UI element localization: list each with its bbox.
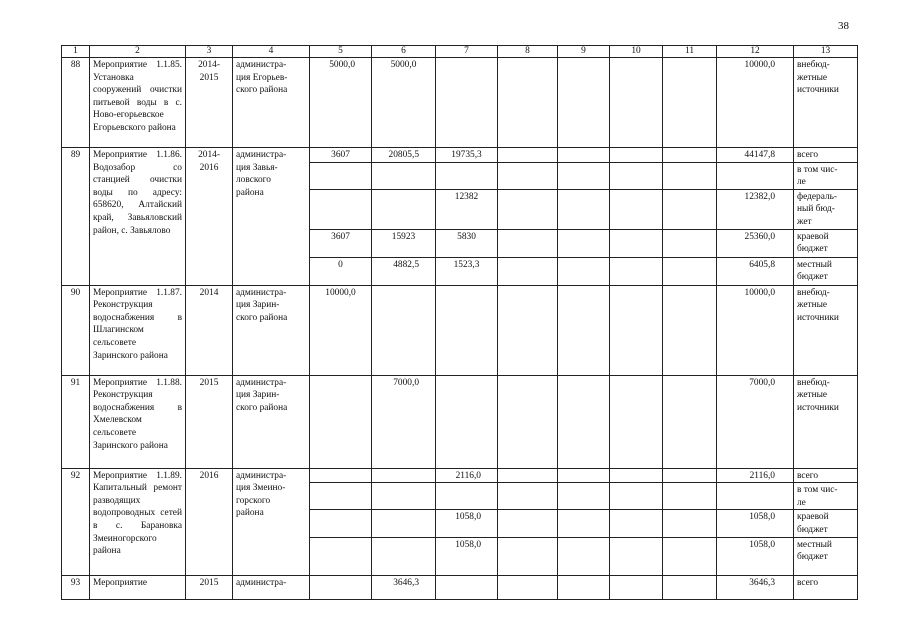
total: 1058,0 (717, 510, 794, 537)
row-number: 93 (62, 575, 90, 599)
table-row (62, 285, 858, 375)
funding-source: краевой бюджет (794, 510, 858, 537)
amount-col6: 5000,0 (372, 58, 436, 148)
col-header: 7 (436, 46, 498, 58)
table-row (62, 575, 858, 599)
amount-col6: 7000,0 (372, 375, 436, 468)
responsible-org: администра- ция Зарин- ского района (233, 375, 310, 468)
amount-col6: 20805,5 (372, 148, 436, 163)
amount-col7: 1058,0 (436, 510, 498, 537)
total: 12382,0 (717, 189, 794, 229)
funding-source: всего (794, 148, 858, 163)
col-header: 1 (62, 46, 90, 58)
col-header: 5 (310, 46, 372, 58)
period: 2016 (186, 468, 233, 575)
table-row (62, 58, 858, 148)
period: 2014 (186, 285, 233, 375)
table-row (62, 375, 858, 468)
funding-source: внебюд- жетные источники (794, 58, 858, 148)
amount-col5: 0 (310, 257, 372, 285)
measure-name: Мероприятие 1.1.86. Водозабор со станцией очистки воды по адресу: 658620, Алтайский край, Завьяловский район, с. Завьялово (90, 148, 186, 286)
funding-source: внебюд- жетные источники (794, 285, 858, 375)
funding-source: всего (794, 575, 858, 599)
row-number: 88 (62, 58, 90, 148)
col-header: 6 (372, 46, 436, 58)
funding-source: всего (794, 468, 858, 483)
header-row (62, 46, 858, 58)
amount-col7: 12382 (436, 189, 498, 229)
col-header: 10 (610, 46, 663, 58)
total: 10000,0 (717, 58, 794, 148)
total: 2116,0 (717, 468, 794, 483)
total: 44147,8 (717, 148, 794, 163)
total: 6405,8 (717, 257, 794, 285)
col-header: 2 (90, 46, 186, 58)
responsible-org: администра- ция Егорьев- ского района (233, 58, 310, 148)
col-header: 4 (233, 46, 310, 58)
responsible-org: администра- (233, 575, 310, 599)
amount-col6: 15923 (372, 229, 436, 257)
measure-name: Мероприятие (90, 575, 186, 599)
page-number: 38 (838, 20, 849, 32)
total: 3646,3 (717, 575, 794, 599)
funding-source: местный бюджет (794, 257, 858, 285)
responsible-org: администра- ция Змеино- горского района (233, 468, 310, 575)
funding-source: местный бюджет (794, 537, 858, 575)
measure-name: Мероприятие 1.1.88. Реконструкция водоснабжения в Хмелевском сельсовете Заринского района (90, 375, 186, 468)
total: 7000,0 (717, 375, 794, 468)
period: 2015 (186, 375, 233, 468)
funding-source: федераль- ный бюд- жет (794, 189, 858, 229)
total: 10000,0 (717, 285, 794, 375)
total: 25360,0 (717, 229, 794, 257)
measure-name: Мероприятие 1.1.89. Капитальный ремонт разводящих водопроводных сетей в с. Барановка Змеиногорского района (90, 468, 186, 575)
amount-col7: 1058,0 (436, 537, 498, 575)
amount-col7: 19735,3 (436, 148, 498, 163)
amount-col7: 5830 (436, 229, 498, 257)
amount-col5: 3607 (310, 148, 372, 163)
funding-source: в том чис- ле (794, 162, 858, 189)
amount-col7: 2116,0 (436, 468, 498, 483)
total: 1058,0 (717, 537, 794, 575)
period: 2015 (186, 575, 233, 599)
responsible-org: администра- ция Зарин- ского района (233, 285, 310, 375)
amount-col5: 3607 (310, 229, 372, 257)
table-row (62, 148, 858, 163)
measure-name: Мероприятие 1.1.87. Реконструкция водоснабжения в Шлагинском сельсовете Заринского района (90, 285, 186, 375)
col-header: 9 (558, 46, 610, 58)
period: 2014- 2016 (186, 148, 233, 286)
col-header: 3 (186, 46, 233, 58)
col-header: 11 (663, 46, 717, 58)
amount-col5: 5000,0 (310, 58, 372, 148)
row-number: 92 (62, 468, 90, 575)
col-header: 8 (498, 46, 558, 58)
amount-col7: 1523,3 (436, 257, 498, 285)
row-number: 91 (62, 375, 90, 468)
col-header: 13 (794, 46, 858, 58)
funding-source: в том чис- ле (794, 483, 858, 510)
row-number: 90 (62, 285, 90, 375)
period: 2014- 2015 (186, 58, 233, 148)
amount-col5: 10000,0 (310, 285, 372, 375)
col-header: 12 (717, 46, 794, 58)
amount-col6: 3646,3 (372, 575, 436, 599)
measure-name: Мероприятие 1.1.85. Установка сооружений очистки питьевой воды в с. Ново-егорьевское Егорьевского района (90, 58, 186, 148)
row-number: 89 (62, 148, 90, 286)
table-row (62, 468, 858, 483)
responsible-org: администра- ция Завья- ловского района (233, 148, 310, 286)
funding-source: внебюд- жетные источники (794, 375, 858, 468)
amount-col6: 4882,5 (372, 257, 436, 285)
funding-source: краевой бюджет (794, 229, 858, 257)
program-measures-table (61, 45, 858, 600)
